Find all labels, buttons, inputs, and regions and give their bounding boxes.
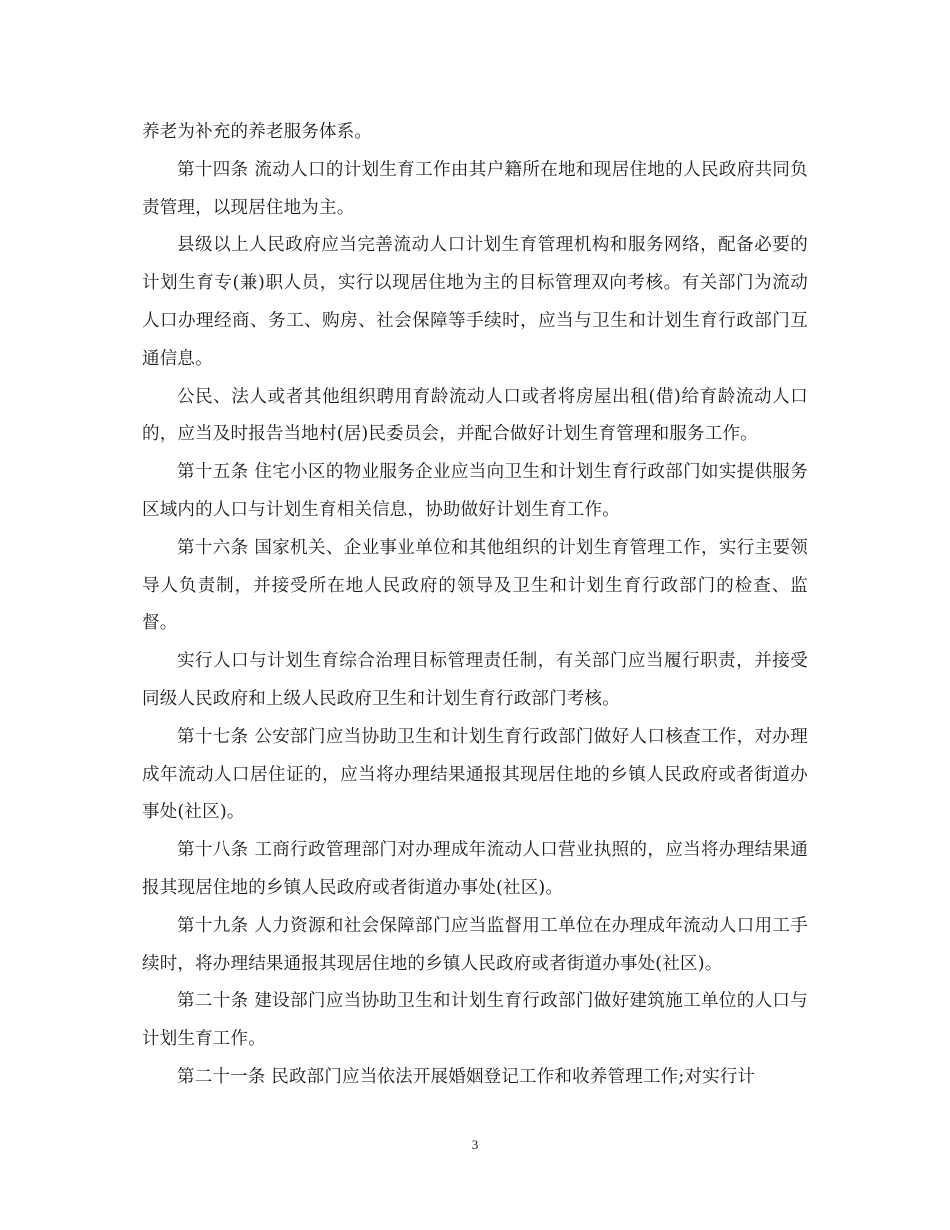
paragraph-article-17: 第十七条 公安部门应当协助卫生和计划生育行政部门做好人口核查工作，对办理成年流动人口居住证的，应当将办理结果通报其现居住地的乡镇人民政府或者街道办事处(社区)。 (142, 726, 808, 823)
paragraph-article-18: 第十八条 工商行政管理部门对办理成年流动人口营业执照的，应当将办理结果通报其现居住地的乡镇人民政府或者街道办事处(社区)。 (142, 840, 808, 898)
paragraph-continuation: 养老为补充的养老服务体系。 (142, 122, 373, 142)
paragraph-article-14: 第十四条 流动人口的计划生育工作由其户籍所在地和现居住地的人民政府共同负责管理，以现居住地为主。 (142, 159, 808, 218)
paragraph-article-20: 第二十条 建设部门应当协助卫生和计划生育行政部门做好建筑施工单位的人口与计划生育工作。 (142, 991, 808, 1050)
page-number: 3 (471, 1137, 479, 1152)
paragraph-responsibility-system: 实行人口与计划生育综合治理目标管理责任制，有关部门应当履行职责，并接受同级人民政府和上级人民政府卫生和计划生育行政部门考核。 (142, 651, 808, 709)
paragraph-county-government: 县级以上人民政府应当完善流动人口计划生育管理机构和服务网络，配备必要的计划生育专(兼)职人员，实行以现居住地为主的目标管理双向考核。有关部门为流动人口办理经商、务工、购房、社会保障等手续时，应当与卫生和计划生育行政部门互通信息。 (142, 235, 808, 369)
paragraph-article-15: 第十五条 住宅小区的物业服务企业应当向卫生和计划生育行政部门如实提供服务区域内的人口与计划生育相关信息，协助做好计划生育工作。 (142, 462, 808, 520)
paragraph-article-19: 第十九条 人力资源和社会保障部门应当监督用工单位在办理成年流动人口用工手续时，将办理结果通报其现居住地的乡镇人民政府或者街道办事处(社区)。 (142, 915, 808, 974)
paragraph-citizens-employers: 公民、法人或者其他组织聘用育龄流动人口或者将房屋出租(借)给育龄流动人口的，应当及时报告当地村(居)民委员会，并配合做好计划生育管理和服务工作。 (142, 386, 808, 445)
document-body (142, 114, 808, 1097)
paragraph-article-21: 第二十一条 民政部门应当依法开展婚姻登记工作和收养管理工作;对实行计 (177, 1066, 756, 1087)
paragraph-article-16: 第十六条 国家机关、企业事业单位和其他组织的计划生育管理工作，实行主要领导人负责制，并接受所在地人民政府的领导及卫生和计划生育行政部门的检查、监督。 (142, 537, 808, 634)
